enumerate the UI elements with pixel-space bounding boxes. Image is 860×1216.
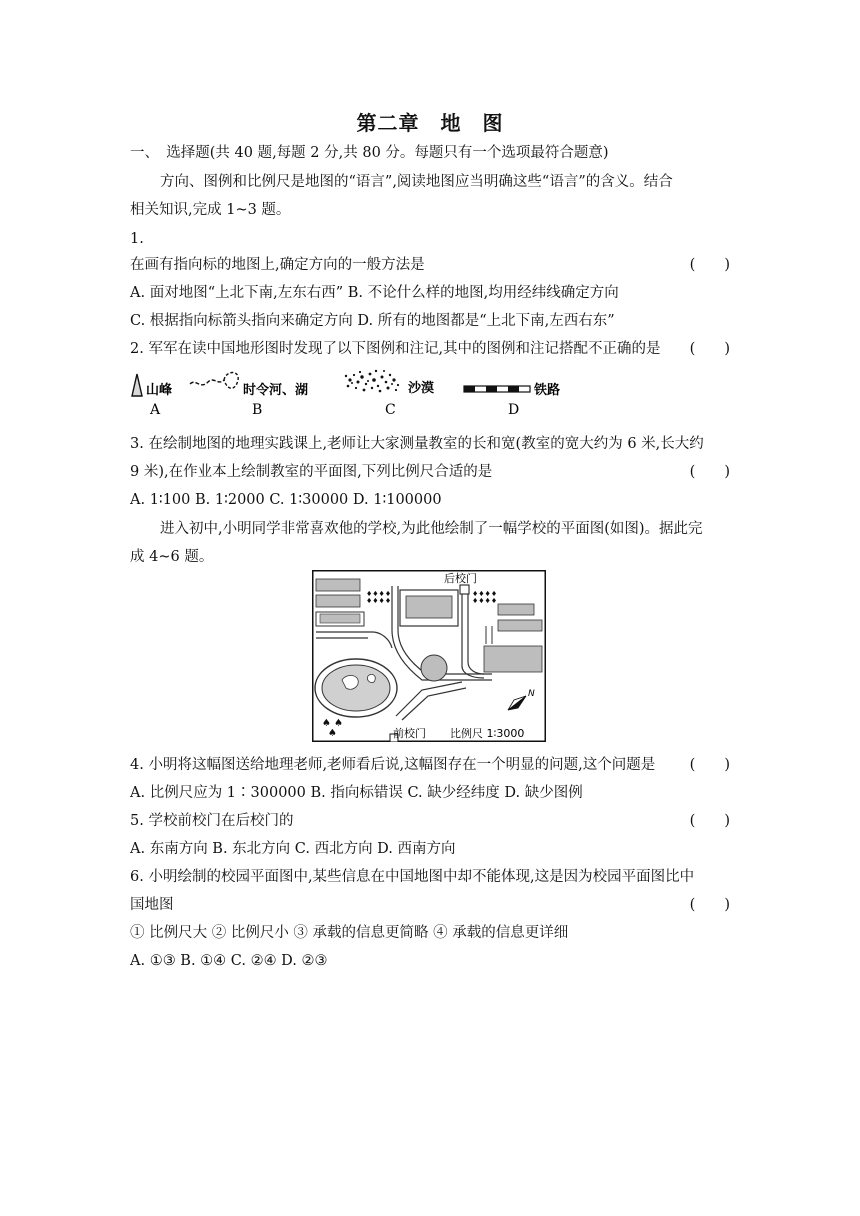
seasonal-river-lake-icon [190, 373, 238, 389]
page-title: 第二章 地 图 [356, 111, 504, 135]
q1-number: 1. [130, 231, 144, 247]
q4-stem: 4. 小明将这幅图送给地理老师,老师看后说,这幅图存在一个明显的问题,这个问题是 [130, 757, 656, 773]
q6-options: A. ①③ B. ①④ C. ②④ D. ②③ [130, 953, 328, 969]
legend-c-letter: C [385, 402, 396, 418]
q4-options: A. 比例尺应为 1∶300000 B. 指向标错误 C. 缺少经纬度 D. 缺少图例 [130, 785, 583, 801]
desert-icon [345, 370, 399, 393]
map-back-gate-label: 后校门 [444, 572, 477, 585]
svg-text:♦♦♦♦: ♦♦♦♦ [472, 597, 498, 605]
q5-options: A. 东南方向 B. 东北方向 C. 西北方向 D. 西南方向 [130, 841, 456, 857]
legend-b-label: 时令河、湖 [243, 383, 309, 398]
svg-text:♦♦♦♦: ♦♦♦♦ [472, 590, 498, 598]
q6-stem-line-1: 6. 小明绘制的校园平面图中,某些信息在中国地图中却不能体现,这是因为校园平面图比中 [130, 869, 695, 885]
q3-options: A. 1∶100 B. 1∶2000 C. 1∶30000 D. 1∶100000 [130, 492, 442, 508]
intro-1-line-2: 相关知识,完成 1~3 题。 [130, 202, 291, 218]
intro-2-line-1: 进入初中,小明同学非常喜欢他的学校,为此他绘制了一幅学校的平面图(如图)。据此完 [160, 521, 703, 537]
q2-answer-paren: ( ) [689, 341, 730, 357]
legend-a-label: 山峰 [146, 383, 173, 398]
q2-stem: 2. 军军在读中国地形图时发现了以下图例和注记,其中的图例和注记搭配不正确的是 [130, 341, 661, 357]
legend-b-letter: B [252, 402, 263, 418]
q5-stem: 5. 学校前校门在后校门的 [130, 813, 294, 829]
intro-2-line-2: 成 4~6 题。 [130, 549, 214, 565]
q6-answer-paren: ( ) [689, 897, 730, 913]
intro-1-line-1: 方向、图例和比例尺是地图的“语言”,阅读地图应当明确这些“语言”的含义。结合 [160, 174, 673, 190]
map-scale-label: 比例尺 1∶3000 [450, 727, 525, 740]
q5-answer-paren: ( ) [689, 813, 730, 829]
svg-text:♠: ♠ [328, 728, 337, 739]
q6-statements: ① 比例尺大 ② 比例尺小 ③ 承载的信息更简略 ④ 承载的信息更详细 [130, 925, 569, 941]
section-heading: 一、 选择题(共 40 题,每题 2 分,共 80 分。每题只有一个选项最符合题意) [130, 145, 609, 161]
svg-text:♠ ♠: ♠ ♠ [322, 718, 344, 729]
map-north-letter: N [528, 689, 535, 699]
svg-text:♦♦♦♦: ♦♦♦♦ [366, 597, 392, 605]
legend-c-label: 沙漠 [408, 381, 435, 396]
q1-answer-paren: ( ) [689, 257, 730, 273]
legend-d-letter: D [508, 402, 520, 418]
svg-text:♦♦♦♦: ♦♦♦♦ [366, 590, 392, 598]
railway-icon [464, 386, 530, 392]
campus-map-figure [312, 570, 546, 742]
q1-stem: 在画有指向标的地图上,确定方向的一般方法是 [130, 257, 425, 273]
legend-a-letter: A [150, 402, 161, 418]
q3-stem-line-1: 3. 在绘制地图的地理实践课上,老师让大家测量教室的长和宽(教室的宽大约为 6 米,长大约 [130, 436, 704, 452]
q3-stem-line-2: 9 米),在作业本上绘制教室的平面图,下列比例尺合适的是 [130, 464, 493, 480]
q1-options-line-2: C. 根据指向标箭头指向来确定方向 D. 所有的地图都是“上北下南,左西右东” [130, 313, 615, 329]
q3-answer-paren: ( ) [689, 464, 730, 480]
q6-stem-line-2: 国地图 [130, 897, 174, 913]
q1-options-line-1: A. 面对地图“上北下南,左东右西” B. 不论什么样的地图,均用经纬线确定方向 [130, 285, 619, 301]
mountain-peak-icon [132, 374, 142, 396]
map-front-gate-label: 前校门 [393, 727, 426, 740]
q4-answer-paren: ( ) [689, 757, 730, 773]
q2-legend-figure [128, 366, 578, 420]
legend-d-label: 铁路 [534, 383, 561, 398]
